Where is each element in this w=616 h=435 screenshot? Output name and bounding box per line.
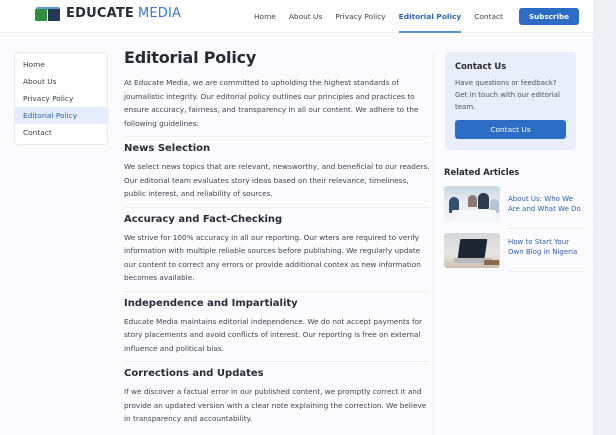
sidebar-item-home[interactable]: Home: [23, 60, 45, 69]
sidebar-item-editorial-policy[interactable]: Editorial Policy: [15, 107, 107, 124]
nav-home[interactable]: Home: [254, 12, 276, 21]
divider: [124, 291, 430, 292]
contact-us-button[interactable]: Contact Us: [455, 120, 566, 139]
main-content: [124, 48, 430, 426]
related-article-item[interactable]: [444, 233, 584, 269]
sidebar-nav: [14, 52, 108, 145]
contact-card-title: Contact Us: [455, 61, 507, 71]
section-heading-independence: Independence and Impartiality: [124, 297, 298, 309]
section-body-corrections: If we discover a factual error in our published content, we promptly correct it and provide an updated version with a clear note explaining the correction. We believe in transparency and accountability.: [124, 387, 427, 423]
related-articles-title: Related Articles: [444, 167, 520, 177]
nav-editorial-policy[interactable]: Editorial Policy: [399, 0, 462, 33]
column-divider: [433, 52, 434, 435]
section-body-accuracy: We strive for 100% accuracy in all our reporting. Our wters are required to verify information with multiple reliable sources before publishing. We regularly update our content to correct any errors or provide additional contex as new information becomes available.: [124, 232, 421, 282]
site-header: [0, 0, 593, 33]
sidebar-item-privacy-policy[interactable]: Privacy Policy: [23, 94, 74, 103]
divider: [508, 228, 584, 229]
contact-card-text: Have questions or feedback? Get in touch with our editorial team.: [455, 79, 560, 111]
intro-paragraph: At Educate Media, we are committed to upholding the highest standards of journalistic integrity. Our editorial policy outlines our principles and practices to ensure accuracy, fairness, and transparency in all our content. We adhere to the following guidelines:: [124, 78, 419, 128]
related-article-item[interactable]: [444, 186, 584, 222]
section-body-news-selection: We select news topics that are relevant, newsworthy, and beneficial to our readers. Our editorial team evaluates story ideas based on their relevance, timeliness, public interest, and reliability of sources.: [124, 162, 430, 198]
section-heading-accuracy: Accuracy and Fact-Checking: [124, 213, 283, 225]
related-article-link[interactable]: How to Start Your Own Blog in Nigeria: [508, 238, 578, 256]
open-book-icon: [35, 7, 61, 21]
scrollbar-track[interactable]: [593, 0, 616, 435]
section-heading-news-selection: News Selection: [124, 143, 211, 154]
nav-privacy-policy[interactable]: Privacy Policy: [335, 12, 386, 21]
nav-about-us[interactable]: About Us: [288, 12, 323, 21]
sidebar-item-about-us[interactable]: About Us: [23, 77, 57, 86]
section-heading-corrections: Corrections and Updates: [124, 368, 264, 379]
divider: [124, 361, 430, 362]
page-title: Editorial Policy: [124, 48, 257, 67]
meeting-photo-thumbnail[interactable]: [444, 186, 500, 221]
divider: [508, 271, 584, 272]
laptop-photo-thumbnail[interactable]: [444, 233, 500, 268]
contact-card: [445, 52, 576, 150]
top-nav: [254, 0, 579, 33]
divider: [124, 136, 430, 137]
divider: [124, 207, 430, 208]
related-article-link[interactable]: About Us: Who We Are and What We Do: [508, 195, 581, 213]
logo[interactable]: [35, 6, 181, 21]
subscribe-button[interactable]: Subscribe: [519, 8, 579, 25]
sidebar-item-contact[interactable]: Contact: [23, 128, 52, 137]
nav-contact[interactable]: Contact: [474, 12, 503, 21]
section-body-independence: Educate Media maintains editorial independence. We do not accept payments for story placements and avoid conflicts of interest. Our reporting is free on external influence and political bias.: [124, 316, 423, 353]
logo-text: EDUCATE MEDIA: [66, 6, 182, 21]
